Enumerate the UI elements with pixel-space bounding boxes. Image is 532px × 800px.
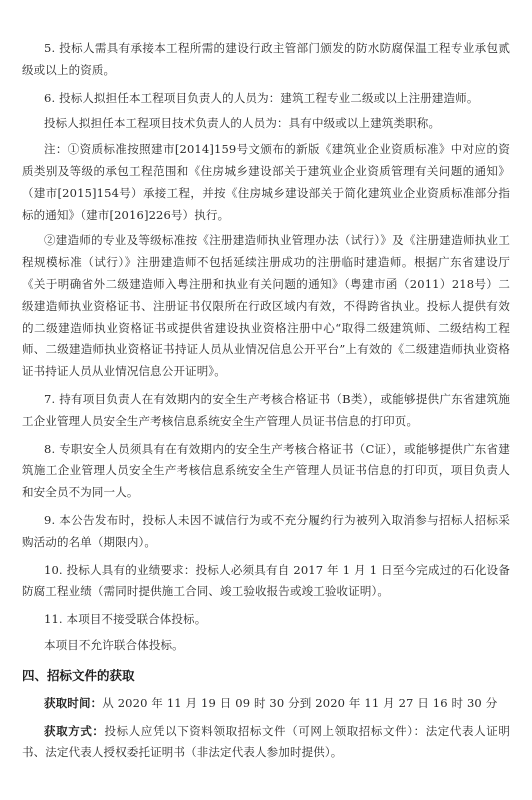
acquisition-method-value: 投标人应凭以下资料领取招标文件（可网上领取招标文件）：法定代表人证明书、法定代表人授权委托证明书（非法定代表人参加时提供）。	[22, 723, 510, 760]
requirement-7: 7. 持有项目负责人在有效期内的安全生产考核合格证书（B类），或能够提供广东省建筑施工企业管理人员安全生产考核信息系统安全生产管理人员证书信息的打印页。	[22, 391, 510, 428]
acquisition-time-label: 获取时间：	[44, 695, 103, 710]
requirement-9: 9. 本公告发布时，投标人未因不诚信行为或不充分履约行为被列入取消参与招标人招标采购活动的名单（期限内）。	[22, 512, 510, 549]
section-4-heading: 四、招标文件的获取	[22, 667, 135, 683]
acquisition-time	[22, 693, 510, 715]
requirement-8: 8. 专职安全人员须具有在有效期内的安全生产考核合格证书（C证），或能够提供广东省建筑施工企业管理人员安全生产考核信息系统安全生产管理人员证书信息的打印页，项目负责人和安全员不为同一人。	[22, 441, 510, 500]
acquisition-method-label: 获取方式：	[44, 723, 105, 738]
note-1-qualification: 注：①资质标准按照建市[2014]159号文颁布的新版《建筑业企业资质标准》中对应的资质类别及等级的承包工程范围和《住房城乡建设部关于建筑业企业资质管理有关问题的通知》（建市[2015]154号）承接工程，并按《住房城乡建设部关于简化建筑业企业资质标准部分指标的通知》（建市[2016]226号）执行。	[22, 142, 510, 222]
acquisition-method	[22, 721, 510, 765]
requirement-6-technical-lead: 投标人拟担任本工程项目技术负责人的人员为：具有中级或以上建筑类职称。	[44, 116, 441, 131]
requirement-5: 5. 投标人需具有承接本工程所需的建设行政主管部门颁发的防水防腐保温工程专业承包贰级或以上的资质。	[22, 41, 510, 77]
requirement-10: 10. 投标人具有的业绩要求：投标人必须具有自 2017 年 1 月 1 日至今完成过的石化设备防腐工程业绩（需同时提供施工合同、竣工验收报告或竣工验收证明）。	[22, 562, 510, 599]
acquisition-time-value: 从 2020 年 11 月 19 日 09 时 30 分到 2020 年 11 月 27 日 16 时 30 分	[102, 695, 498, 710]
note-2-constructor: ②建造师的专业及等级标准按《注册建造师执业管理办法（试行）》及《注册建造师执业工程规模标准（试行）》注册建造师不包括延续注册成功的注册临时建造师。根据广东省建设厅《关于明确省外二级建造师入粤注册和执业有关问题的通知》（粤建市函（2011）218号）二级建造师执业资格证书、注册证书仅限所在行政区域内有效，不得跨省执业。投标人提供有效的二级建造师执业资格证书或提供省建设执业资格注册中心“取得二级建筑师、二级结构工程师、二级建造师执业资格证书持证人员从业情况信息公开平台”上有效的《二级建造师执业资格证书持证人员从业情况信息公开证明》。	[22, 233, 510, 379]
requirement-6-project-manager: 6. 投标人拟担任本工程项目负责人的人员为：建筑工程专业二级或以上注册建造师。	[44, 90, 479, 105]
requirement-11: 11. 本项目不接受联合体投标。	[44, 612, 207, 627]
requirement-11-detail: 本项目不允许联合体投标。	[44, 637, 184, 652]
